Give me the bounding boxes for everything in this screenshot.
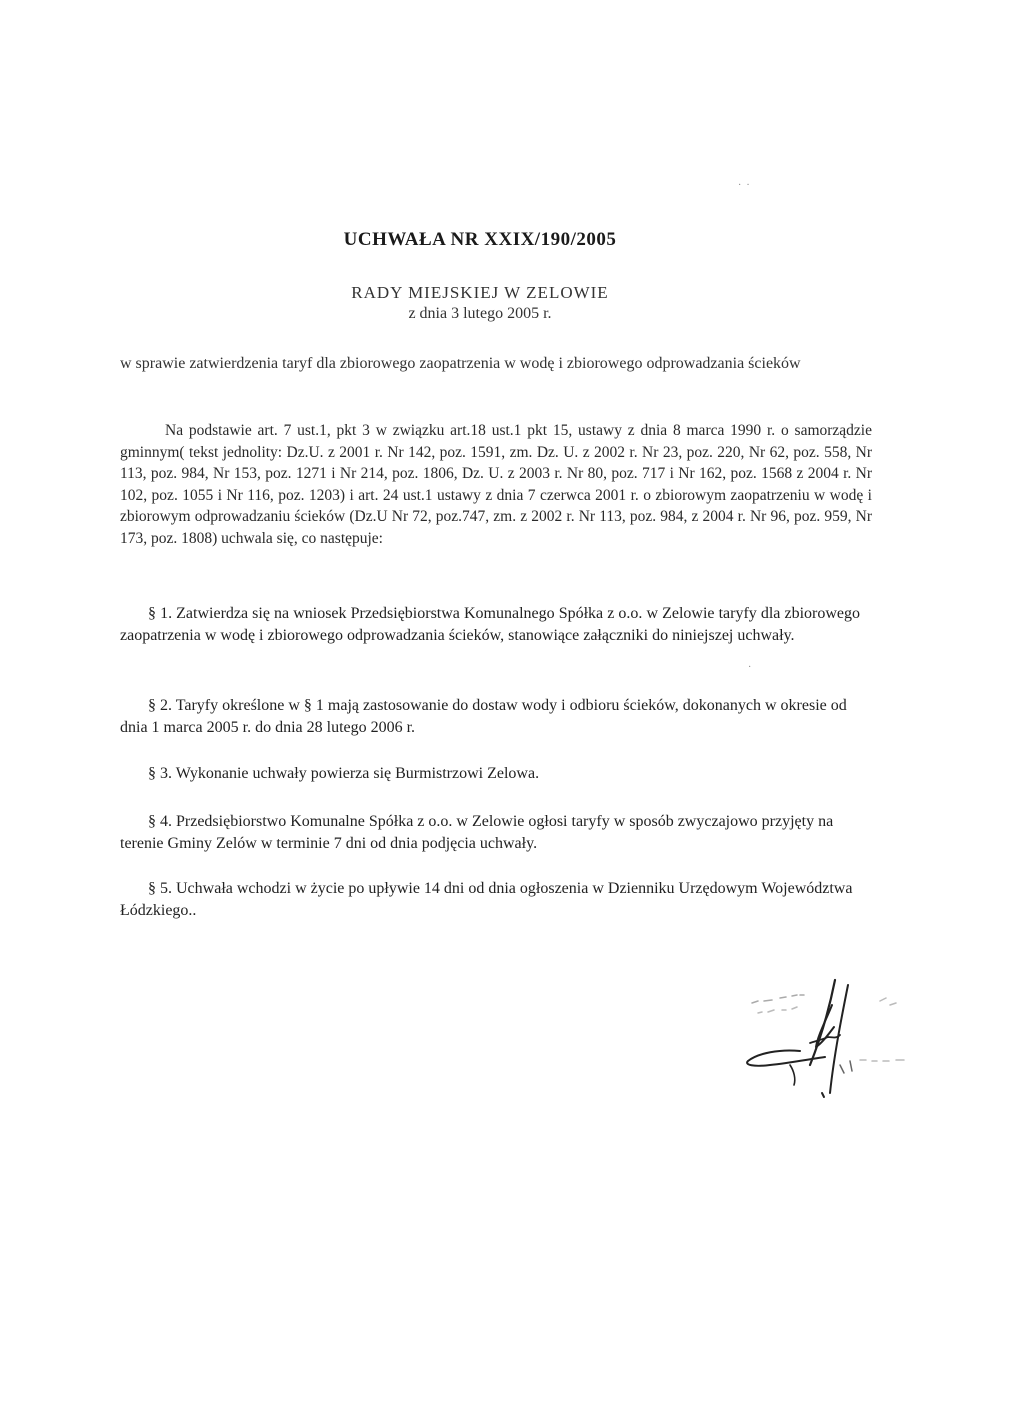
scan-speck: · xyxy=(748,662,752,673)
council-name: RADY MIEJSKIEJ W ZELOWIE xyxy=(351,283,609,302)
legal-basis: Na podstawie art. 7 ust.1, pkt 3 w związku art.18 ust.1 pkt 15, ustawy z dnia 8 marca 1990 r. o samorządzie gminnym( tekst jednolity: Dz.U. z 2001 r. Nr 142, poz. 1591, zm. Dz. U. z 2002 r. Nr 23, poz. 220, Nr 62, poz. 558, Nr 113, poz. 984, Nr 153, poz. 1271 i Nr 214, poz. 1806, Dz. U. z 2003 r. Nr 80, poz. 717 i Nr 162, poz. 1568 z 2004 r. Nr 102, poz. 1055 i Nr 116, poz. 1203) i art. 24 ust.1 ustawy z dnia 7 czerwca 2001 r. o zbiorowym zaopatrzeniu w wodę i zbiorowym odprowadzaniu ścieków (Dz.U Nr 72, poz.747, zm. z 2002 r. Nr 113, poz. 984, z 2004 r. Nr 96, poz. 959, Nr 173, poz. 1808) uchwala się, co następuje: xyxy=(120,422,872,547)
resolution-date: z dnia 3 lutego 2005 r. xyxy=(408,305,552,322)
paragraph-sign: § 5. xyxy=(148,880,176,897)
paragraph-sign: § 2. xyxy=(148,697,176,714)
paragraph-2 xyxy=(120,695,860,739)
paragraph-sign: § 4. xyxy=(148,813,176,830)
paragraph-5 xyxy=(120,878,860,922)
paragraph-text: Zatwierdza się na wniosek Przedsiębiorstwa Komunalnego Spółka z o.o. w Zelowie taryfy dla zbiorowego zaopatrzenia w wodę i zbiorowego odprowadzania ścieków, stanowiące załączniki do niniejszej uchwały. xyxy=(120,605,861,644)
paragraph-text: Uchwała wchodzi w życie po upływie 14 dni od dnia ogłoszenia w Dzienniku Urzędowym Województwa Łódzkiego.. xyxy=(120,880,853,919)
paragraph-text: Wykonanie uchwały powierza się Burmistrzowi Zelowa. xyxy=(175,765,540,782)
handwritten-signature-stamp-icon xyxy=(730,965,930,1105)
scan-speck: · · xyxy=(738,180,750,191)
document-title: UCHWAŁA NR XXIX/190/2005 xyxy=(343,229,617,250)
paragraph-1 xyxy=(120,603,860,647)
paragraph-text: Przedsiębiorstwo Komunalne Spółka z o.o. w Zelowie ogłosi taryfy w sposób zwyczajowo przyjęty na terenie Gminy Zelów w terminie 7 dni od dnia podjęcia uchwały. xyxy=(120,813,834,852)
resolution-subject: w sprawie zatwierdzenia taryf dla zbiorowego zaopatrzenia w wodę i zbiorowego odprowadzania ścieków xyxy=(120,355,801,372)
paragraph-sign: § 3. xyxy=(148,765,176,782)
paragraph-sign: § 1. xyxy=(148,605,177,622)
paragraph-text: Taryfy określone w § 1 mają zastosowanie do dostaw wody i odbioru ścieków, dokonanych w okresie od dnia 1 marca 2005 r. do dnia 28 lutego 2006 r. xyxy=(120,697,847,736)
paragraph-4 xyxy=(120,811,860,855)
paragraph-3 xyxy=(120,763,860,785)
